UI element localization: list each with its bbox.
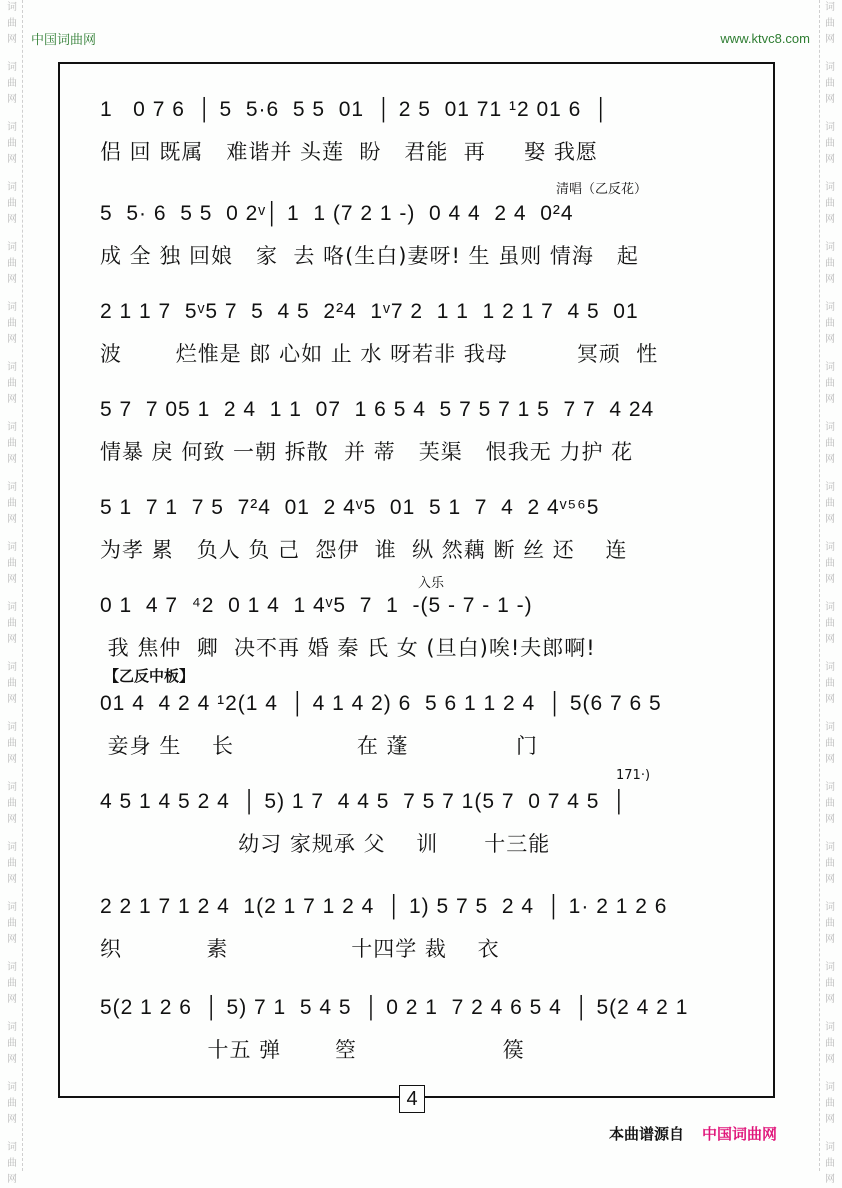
watermark-group: [7, 120, 17, 168]
watermark-char: 曲: [7, 138, 17, 149]
lyrics-line: 我 焦仲 卿 决不再 婚 秦 氏 女 (旦白)唉!夫郎啊!: [100, 636, 596, 660]
notation-line: 5(2 1 2 6 │ 5) 7 1 5 4 5 │ 0 2 1 7 2 4 6 5 4 │ 5(2 4 2 1: [100, 996, 689, 1019]
watermark-char: 网: [825, 274, 835, 285]
watermark-char: 网: [7, 1114, 17, 1125]
watermark-group: [825, 780, 835, 828]
notation-line: 2 1 1 7 5ᵛ5 7 5 4 5 2²4 1ᵛ7 2 1 1 1 2 1 7 4 5 01: [100, 300, 639, 323]
watermark-char: 词: [7, 662, 17, 673]
watermark-char: 网: [7, 634, 17, 645]
notation-line: 0 1 4 7 ⁴2 0 1 4 1 4ᵛ5 7 1 -(5 - 7 - 1 -): [100, 594, 533, 617]
watermark-group: [825, 60, 835, 108]
watermark-char: 词: [825, 62, 835, 73]
watermark-char: 词: [825, 962, 835, 973]
site-name-left[interactable]: 中国词曲网: [31, 33, 97, 48]
watermark-char: 曲: [825, 198, 835, 209]
watermark-char: 网: [7, 1174, 17, 1185]
watermark-char: 词: [825, 182, 835, 193]
watermark-char: 词: [7, 182, 17, 193]
notation-line: 01 4 4 2 4 ¹2(1 4 │ 4 1 4 2) 6 5 6 1 1 2 4 │ 5(6 7 6 5: [100, 692, 662, 715]
watermark-char: 曲: [7, 1158, 17, 1169]
watermark-char: 词: [825, 362, 835, 373]
watermark-char: 词: [7, 422, 17, 433]
watermark-char: 词: [825, 602, 835, 613]
watermark-char: 网: [825, 994, 835, 1005]
watermark-char: 曲: [7, 858, 17, 869]
watermark-char: 网: [825, 94, 835, 105]
watermark-char: 词: [825, 722, 835, 733]
watermark-char: 词: [7, 962, 17, 973]
watermark-group: [7, 0, 17, 48]
watermark-char: 词: [7, 782, 17, 793]
watermark-char: 网: [7, 1054, 17, 1065]
watermark-char: 曲: [825, 18, 835, 29]
watermark-group: [7, 960, 17, 1008]
watermark-char: 曲: [7, 18, 17, 29]
watermark-char: 词: [825, 122, 835, 133]
watermark-char: 曲: [825, 1098, 835, 1109]
watermark-char: 网: [7, 934, 17, 945]
watermark-char: 网: [7, 994, 17, 1005]
lyrics-line: 情暴 戾 何致 一朝 拆散 并 蒂 芙渠 恨我无 力护 花: [100, 440, 634, 464]
watermark-group: [7, 180, 17, 228]
watermark-char: 网: [825, 934, 835, 945]
watermark-group: [825, 840, 835, 888]
watermark-char: 网: [7, 694, 17, 705]
watermark-char: 网: [7, 814, 17, 825]
watermark-group: [825, 600, 835, 648]
watermark-char: 词: [825, 1142, 835, 1153]
watermark-group: [825, 1020, 835, 1068]
watermark-group: [825, 660, 835, 708]
watermark-char: 词: [825, 482, 835, 493]
page-number: 4: [399, 1085, 425, 1113]
watermark-char: 词: [825, 1082, 835, 1093]
performance-annotation: 清唱（乙反花）: [556, 182, 648, 197]
lyrics-line: 妾身 生 长 在 蓬 门: [100, 734, 538, 758]
watermark-char: 曲: [7, 978, 17, 989]
watermark-group: [825, 180, 835, 228]
ornament-annotation: 171·): [616, 768, 651, 783]
watermark-char: 曲: [825, 1038, 835, 1049]
notation-line: 5 7 7 05 1 2 4 1 1 07 1 6 5 4 5 7 5 7 1 5 7 7 4 24: [100, 398, 655, 421]
watermark-char: 网: [825, 754, 835, 765]
watermark-char: 网: [825, 454, 835, 465]
watermark-group: [825, 420, 835, 468]
watermark-char: 曲: [7, 798, 17, 809]
watermark-char: 曲: [7, 918, 17, 929]
watermark-char: 网: [825, 874, 835, 885]
watermark-char: 网: [825, 1174, 835, 1185]
watermark-char: 词: [825, 542, 835, 553]
watermark-char: 网: [825, 1114, 835, 1125]
site-url-right[interactable]: www.ktvc8.com: [720, 31, 810, 46]
watermark-group: [7, 540, 17, 588]
watermark-char: 网: [825, 214, 835, 225]
watermark-char: 曲: [7, 258, 17, 269]
watermark-group: [825, 540, 835, 588]
watermark-group: [7, 600, 17, 648]
watermark-char: 曲: [825, 558, 835, 569]
watermark-char: 词: [7, 1022, 17, 1033]
watermark-char: 词: [825, 302, 835, 313]
watermark-char: 网: [7, 34, 17, 45]
watermark-char: 曲: [825, 498, 835, 509]
watermark-group: [7, 1140, 17, 1188]
watermark-char: 网: [7, 874, 17, 885]
watermark-char: 词: [825, 842, 835, 853]
watermark-char: 网: [7, 574, 17, 585]
watermark-group: [7, 660, 17, 708]
watermark-char: 曲: [825, 138, 835, 149]
watermark-char: 网: [825, 574, 835, 585]
watermark-char: 网: [825, 334, 835, 345]
watermark-char: 词: [825, 902, 835, 913]
watermark-char: 网: [825, 394, 835, 405]
watermark-char: 网: [825, 634, 835, 645]
watermark-char: 词: [825, 782, 835, 793]
source-brand-link[interactable]: 中国词曲网: [702, 1125, 778, 1143]
watermark-char: 词: [7, 1082, 17, 1093]
watermark-char: 曲: [7, 378, 17, 389]
watermark-char: 网: [825, 694, 835, 705]
watermark-char: 曲: [825, 438, 835, 449]
watermark-char: 曲: [7, 318, 17, 329]
watermark-char: 曲: [7, 438, 17, 449]
watermark-group: [825, 300, 835, 348]
watermark-group: [7, 420, 17, 468]
watermark-char: 曲: [7, 1098, 17, 1109]
watermark-group: [7, 240, 17, 288]
lyrics-line: 织 素 十四学 裁 衣: [100, 937, 500, 961]
watermark-char: 词: [7, 722, 17, 733]
watermark-group: [7, 480, 17, 528]
watermark-char: 词: [7, 62, 17, 73]
watermark-group: [825, 120, 835, 168]
notation-line: 4 5 1 4 5 2 4 │ 5) 1 7 4 4 5 7 5 7 1(5 7 0 7 4 5 │: [100, 790, 628, 813]
right-watermark-strip: [819, 0, 840, 1185]
watermark-group: [825, 900, 835, 948]
watermark-char: 词: [7, 122, 17, 133]
source-label: 本曲谱源自: [609, 1125, 685, 1143]
notation-line: 2 2 1 7 1 2 4 1(2 1 7 1 2 4 │ 1) 5 7 5 2 4 │ 1· 2 1 2 6: [100, 895, 668, 918]
watermark-char: 词: [7, 482, 17, 493]
watermark-char: 词: [825, 1022, 835, 1033]
left-watermark-strip: [2, 0, 23, 1185]
watermark-char: 网: [7, 394, 17, 405]
watermark-char: 曲: [7, 558, 17, 569]
watermark-char: 网: [7, 154, 17, 165]
lyrics-line: 成 全 独 回娘 家 去 咯(生白)妻呀! 生 虽则 情海 起: [100, 244, 639, 268]
watermark-char: 词: [7, 842, 17, 853]
watermark-char: 曲: [7, 618, 17, 629]
watermark-group: [825, 720, 835, 768]
watermark-char: 网: [7, 214, 17, 225]
watermark-char: 曲: [825, 918, 835, 929]
watermark-char: 网: [7, 514, 17, 525]
watermark-char: 词: [825, 422, 835, 433]
watermark-char: 曲: [7, 78, 17, 89]
watermark-char: 曲: [825, 738, 835, 749]
notation-line: 1 0 7 6 │ 5 5·6 5 5 01 │ 2 5 01 71 ¹2 01 6 │: [100, 98, 610, 121]
watermark-char: 曲: [825, 378, 835, 389]
section-label-yifan-zhongban: 【乙反中板】: [104, 667, 195, 685]
watermark-group: [7, 60, 17, 108]
watermark-char: 词: [7, 542, 17, 553]
watermark-char: 词: [7, 602, 17, 613]
watermark-char: 网: [7, 454, 17, 465]
watermark-char: 曲: [825, 978, 835, 989]
watermark-char: 曲: [825, 318, 835, 329]
lyrics-line: 幼习 家规承 父 训 十三能: [100, 832, 551, 856]
watermark-group: [825, 1080, 835, 1128]
watermark-group: [7, 840, 17, 888]
watermark-char: 词: [825, 662, 835, 673]
watermark-char: 网: [825, 34, 835, 45]
watermark-char: 词: [7, 242, 17, 253]
lyrics-line: 侣 回 既属 难谐并 头莲 盼 君能 再 娶 我愿: [100, 140, 598, 164]
watermark-char: 词: [7, 302, 17, 313]
watermark-char: 词: [825, 242, 835, 253]
source-credit: [609, 1123, 777, 1144]
music-entry-annotation: 入乐: [418, 576, 445, 591]
watermark-char: 词: [825, 2, 835, 13]
watermark-char: 曲: [825, 798, 835, 809]
watermark-group: [825, 1140, 835, 1188]
watermark-char: 曲: [7, 678, 17, 689]
watermark-char: 曲: [7, 1038, 17, 1049]
watermark-group: [7, 780, 17, 828]
watermark-char: 网: [825, 1054, 835, 1065]
watermark-char: 词: [7, 902, 17, 913]
watermark-char: 曲: [825, 1158, 835, 1169]
watermark-char: 曲: [825, 78, 835, 89]
watermark-char: 网: [825, 154, 835, 165]
watermark-char: 曲: [825, 258, 835, 269]
lyrics-line: 为孝 累 负人 负 己 怨伊 谁 纵 然藕 断 丝 还 连: [100, 538, 628, 562]
watermark-group: [7, 720, 17, 768]
watermark-group: [825, 480, 835, 528]
watermark-group: [825, 960, 835, 1008]
watermark-group: [7, 900, 17, 948]
notation-line: 5 1 7 1 7 5 7²4 01 2 4ᵛ5 01 5 1 7 4 2 4ᵛ⁵⁶5: [100, 496, 600, 519]
watermark-char: 词: [7, 362, 17, 373]
watermark-group: [7, 360, 17, 408]
watermark-group: [7, 300, 17, 348]
watermark-char: 网: [7, 334, 17, 345]
watermark-char: 词: [7, 2, 17, 13]
watermark-char: 曲: [7, 198, 17, 209]
watermark-group: [825, 360, 835, 408]
watermark-char: 曲: [7, 738, 17, 749]
watermark-char: 曲: [825, 858, 835, 869]
notation-line: 5 5· 6 5 5 0 2ᵛ│ 1 1 (7 2 1 -) 0 4 4 2 4 0²4: [100, 202, 574, 225]
lyrics-line: 十五 弹 箜 篌: [100, 1038, 525, 1062]
watermark-char: 曲: [7, 498, 17, 509]
watermark-group: [7, 1020, 17, 1068]
watermark-group: [825, 0, 835, 48]
watermark-char: 词: [7, 1142, 17, 1153]
watermark-group: [825, 240, 835, 288]
watermark-group: [7, 1080, 17, 1128]
watermark-char: 网: [825, 514, 835, 525]
watermark-char: 网: [825, 814, 835, 825]
watermark-char: 网: [7, 94, 17, 105]
lyrics-line: 波 烂惟是 郎 心如 止 水 呀若非 我母 冥顽 性: [100, 342, 659, 366]
watermark-char: 曲: [825, 618, 835, 629]
watermark-char: 网: [7, 754, 17, 765]
watermark-char: 曲: [825, 678, 835, 689]
watermark-char: 网: [7, 274, 17, 285]
